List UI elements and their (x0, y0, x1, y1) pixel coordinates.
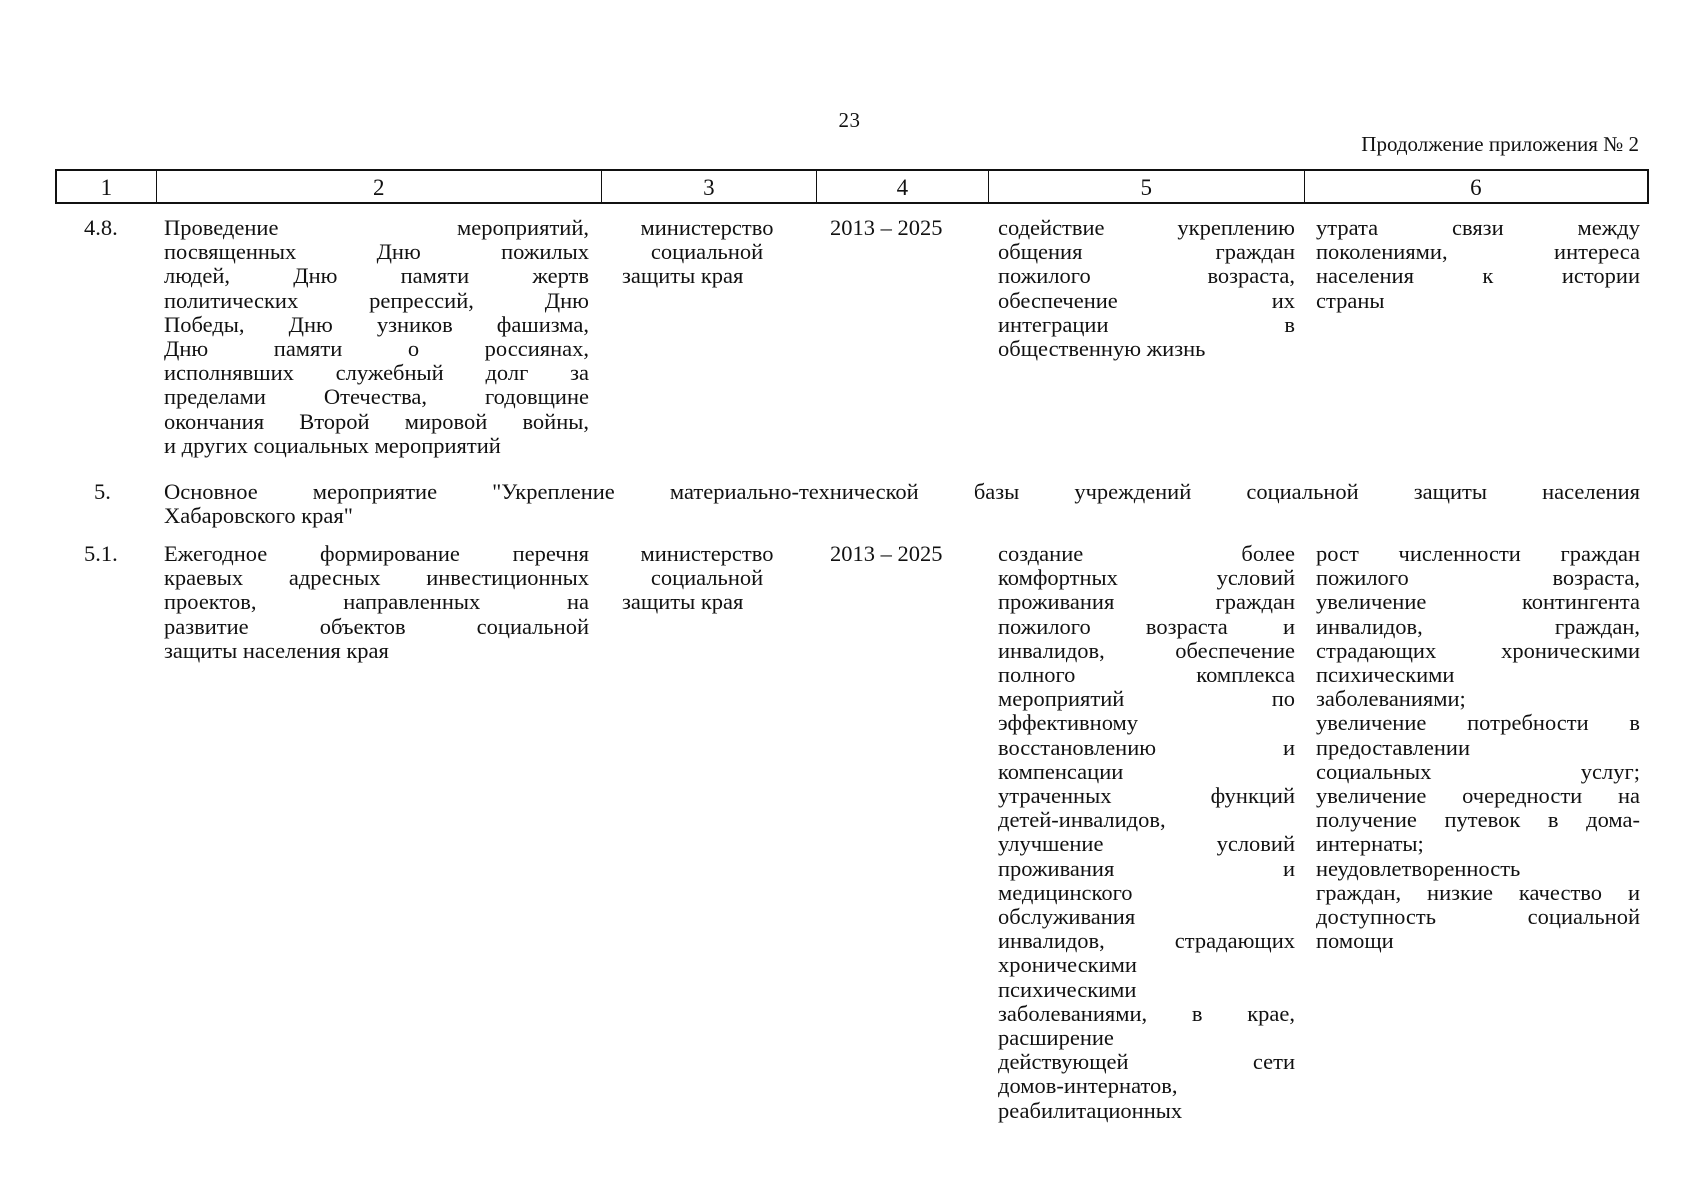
text-line: Проведение мероприятий, (164, 215, 589, 240)
text-line: Основное мероприятие "Укрепление материально-технической базы учреждений социальной защиты населения (164, 479, 1640, 504)
text-line: защиты населения края (164, 637, 389, 663)
text-line: заболеваниями; (1316, 686, 1466, 712)
text-line: и других социальных мероприятий (164, 432, 501, 458)
text-line: окончания Второй мировой войны, (164, 408, 589, 434)
text-line: граждан, низкие качество и (1316, 879, 1640, 905)
text-line: содействие укреплению (998, 215, 1295, 240)
text-line: социальной (650, 565, 764, 591)
text-line: интеграции в (998, 311, 1295, 337)
text-line: утрата связи между (1316, 215, 1640, 240)
event-description (164, 216, 589, 458)
text-line: защиты края (622, 263, 744, 289)
text-line: получение путевок в дома- (1316, 807, 1640, 833)
text-line: социальной (650, 239, 764, 265)
text-line: министерство (640, 541, 774, 566)
text-line: хроническими (998, 952, 1137, 978)
text-line: политических репрессий, Дню (164, 287, 589, 313)
responsible-executor (622, 216, 792, 289)
text-line: неудовлетворенность (1316, 855, 1521, 881)
text-line: полного комплекса (998, 662, 1295, 688)
text-line: социальных услуг; (1316, 758, 1640, 784)
text-line: эффективному (998, 710, 1139, 736)
expected-result (998, 216, 1295, 361)
text-line: Ежегодное формирование перечня (164, 541, 589, 566)
text-line: инвалидов, обеспечение (998, 637, 1295, 663)
text-line: комфортных условий (998, 565, 1295, 591)
text-line: защиты края (622, 589, 744, 615)
text-line: детей-инвалидов, (998, 807, 1166, 833)
text-line: инвалидов, страдающих (998, 928, 1295, 954)
implementation-period: 2013 – 2025 (830, 541, 943, 566)
text-line: краевых адресных инвестиционных (164, 565, 589, 591)
header-col-2: 2 (157, 171, 602, 202)
consequences (1316, 542, 1640, 953)
row-number: 5. (94, 479, 111, 504)
text-line: инвалидов, граждан, (1316, 613, 1640, 639)
text-line: Хабаровского края" (164, 503, 353, 529)
header-col-4: 4 (817, 171, 989, 202)
text-line: создание более (998, 541, 1295, 566)
text-line: обслуживания (998, 904, 1136, 930)
text-line: увеличение очередности на (1316, 783, 1640, 809)
text-line: заболеваниями, в крае, (998, 1000, 1295, 1026)
text-line: домов-интернатов, (998, 1073, 1178, 1099)
text-line: медицинского (998, 879, 1133, 905)
text-line: рост численности граждан (1316, 541, 1640, 566)
text-line: пожилого возраста и (998, 613, 1295, 639)
text-line: Победы, Дню узников фашизма, (164, 311, 589, 337)
consequences (1316, 216, 1640, 313)
text-line: исполнявших служебный долг за (164, 360, 589, 386)
text-line: министерство (640, 215, 774, 240)
expected-result (998, 542, 1295, 1123)
text-line: развитие объектов социальной (164, 613, 589, 639)
row-number: 4.8. (84, 215, 118, 240)
text-line: психическими (1316, 662, 1455, 688)
text-line: пожилого возраста, (1316, 565, 1640, 591)
text-line: интернаты; (1316, 831, 1424, 857)
text-line: расширение (998, 1025, 1114, 1051)
table-header (55, 169, 1649, 204)
text-line: предоставлении (1316, 734, 1470, 760)
responsible-executor (622, 542, 792, 615)
text-line: пределами Отечества, годовщине (164, 384, 589, 410)
continuation-label: Продолжение приложения № 2 (1361, 132, 1639, 156)
text-line: людей, Дню памяти жертв (164, 263, 589, 289)
text-line: доступность социальной (1316, 904, 1640, 930)
text-line: проживания граждан (998, 589, 1295, 615)
text-line: увеличение контингента (1316, 589, 1640, 615)
implementation-period: 2013 – 2025 (830, 215, 943, 240)
text-line: действующей сети (998, 1049, 1295, 1075)
text-line: психическими (998, 976, 1137, 1002)
header-col-3: 3 (602, 171, 817, 202)
header-col-5: 5 (989, 171, 1305, 202)
text-line: компенсации (998, 758, 1124, 784)
event-description (164, 542, 589, 663)
text-line: общественную жизнь (998, 336, 1206, 362)
text-line: увеличение потребности в (1316, 710, 1640, 736)
text-line: страдающих хроническими (1316, 637, 1640, 663)
text-line: восстановлению и (998, 734, 1295, 760)
text-line: проживания и (998, 855, 1295, 881)
page-number: 23 (838, 108, 861, 132)
text-line: страны (1316, 287, 1385, 313)
header-col-1: 1 (57, 171, 157, 202)
text-line: утраченных функций (998, 783, 1295, 809)
text-line: проектов, направленных на (164, 589, 589, 615)
text-line: реабилитационных (998, 1097, 1183, 1123)
text-line: Дню памяти о россиянах, (164, 336, 589, 362)
text-line: помощи (1316, 928, 1394, 954)
main-event-title (164, 480, 1640, 528)
text-line: общения граждан (998, 239, 1295, 265)
text-line: посвященных Дню пожилых (164, 239, 589, 265)
text-line: мероприятий по (998, 686, 1295, 712)
text-line: поколениями, интереса (1316, 239, 1640, 265)
text-line: населения к истории (1316, 263, 1640, 289)
text-line: обеспечение их (998, 287, 1295, 313)
text-line: пожилого возраста, (998, 263, 1295, 289)
row-number: 5.1. (84, 541, 118, 566)
text-line: улучшение условий (998, 831, 1295, 857)
header-col-6: 6 (1470, 175, 1482, 200)
